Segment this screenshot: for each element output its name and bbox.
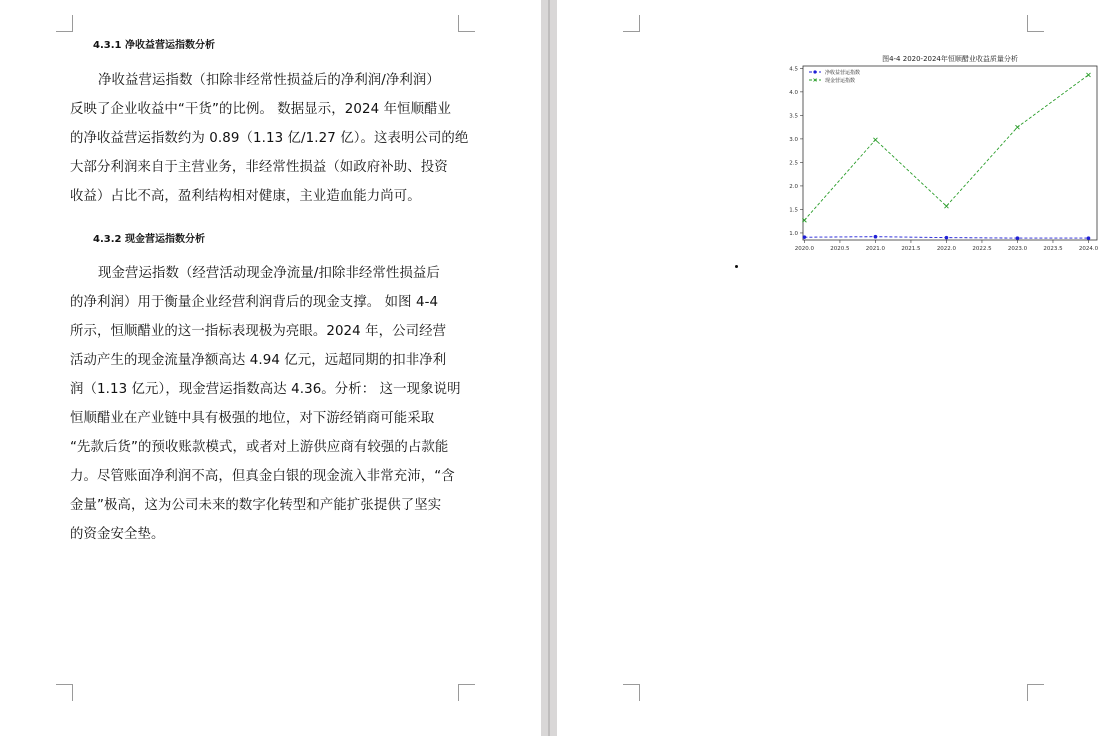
paragraph-line: 的净收益营运指数约为 0.89（1.13 亿/1.27 亿）。这表明公司的绝 — [70, 131, 469, 146]
y-tick-label: 3.0 — [789, 136, 798, 143]
section-heading-4-3-2: 4.3.2 现金营运指数分析 — [93, 234, 205, 245]
plot-frame — [803, 66, 1097, 240]
paragraph-line: 收益）占比不高，盈利结构相对健康，主业造血能力尚可。 — [70, 189, 421, 204]
x-tick-label: 2023.0 — [1007, 246, 1028, 252]
paragraph-line: 净收益营运指数（扣除非经常性损益后的净利润/净利润） — [98, 73, 440, 88]
y-tick-label: 2.5 — [789, 160, 798, 167]
paragraph-line: 的净利润）用于衡量企业经营利润背后的现金支撑。 如图 4-4 — [70, 295, 439, 310]
paragraph-line: 活动产生的现金流量净额高达 4.94 亿元，远超同期的扣非净利 — [70, 353, 447, 368]
section-heading-4-3-1: 4.3.1 净收益营运指数分析 — [93, 40, 215, 51]
margin-mark-bottom-left — [623, 684, 640, 701]
legend-label: 现金营运指数 — [825, 78, 856, 84]
page-gutter — [541, 0, 557, 736]
y-tick-label: 3.5 — [789, 113, 798, 120]
chart — [777, 50, 1107, 260]
data-point — [803, 235, 807, 239]
paragraph-line: 力。尽管账面净利润不高，但真金白银的现金流入非常充沛，“含 — [70, 469, 455, 484]
paragraph-line: 恒顺醋业在产业链中具有极强的地位，对下游经销商可能采取 — [70, 411, 435, 426]
y-tick-label: 1.5 — [789, 207, 798, 214]
x-tick-label: 2021.5 — [901, 246, 921, 252]
x-tick-label: 2021.0 — [865, 246, 886, 252]
x-tick-label: 2020.5 — [830, 246, 850, 252]
paragraph-line: 金量”极高，这为公司未来的数字化转型和产能扩张提供了坚实 — [70, 498, 442, 513]
data-point — [873, 138, 877, 142]
legend-marker — [813, 70, 816, 73]
legend-label: 净收益营运指数 — [825, 70, 861, 76]
data-point — [1015, 125, 1019, 129]
data-point — [944, 204, 948, 208]
paragraph-line: 反映了企业收益中“干货”的比例。 数据显示，2024 年恒顺醋业 — [70, 102, 452, 117]
x-tick-label: 2022.5 — [972, 246, 992, 252]
x-tick-label: 2020.0 — [794, 246, 815, 252]
y-tick-label: 4.0 — [789, 89, 798, 96]
paragraph-line: 所示，恒顺醋业的这一指标表现极为亮眼。2024 年，公司经营 — [70, 324, 447, 339]
data-point — [1087, 236, 1091, 240]
document-page-left — [0, 0, 541, 736]
cursor-dot — [735, 265, 738, 268]
margin-mark-top-right — [1027, 15, 1044, 32]
series-line-2 — [804, 75, 1088, 220]
margin-mark-bottom-right — [1027, 684, 1044, 701]
data-point — [874, 235, 878, 239]
chart-title: 图4-4 2020-2024年恒顺醋业收益质量分析 — [882, 55, 1018, 63]
y-tick-label: 2.0 — [789, 183, 798, 190]
x-tick-label: 2022.0 — [936, 246, 957, 252]
y-tick-label: 4.5 — [789, 66, 798, 73]
y-tick-label: 1.0 — [789, 230, 798, 237]
x-tick-label: 2023.5 — [1043, 246, 1063, 252]
data-point — [1086, 73, 1090, 77]
x-tick-label: 2024.0 — [1078, 246, 1099, 252]
paragraph-line: 现金营运指数（经营活动现金净流量/扣除非经常性损益后 — [98, 266, 440, 281]
data-point — [1016, 236, 1020, 240]
margin-mark-bottom-left — [56, 684, 73, 701]
paragraph-line: 大部分利润来自于主营业务，非经常性损益（如政府补助、投资 — [70, 160, 448, 175]
margin-mark-top-left — [56, 15, 73, 32]
margin-mark-top-left — [623, 15, 640, 32]
margin-mark-top-right — [458, 15, 475, 32]
data-point — [945, 236, 949, 240]
paragraph-line: 润（1.13 亿元），现金营运指数高达 4.36。分析： 这一现象说明 — [70, 382, 461, 397]
paragraph-line: “先款后货”的预收账款模式，或者对上游供应商有较强的占款能 — [70, 440, 449, 455]
margin-mark-bottom-right — [458, 684, 475, 701]
paragraph-line: 的资金安全垫。 — [70, 527, 165, 542]
